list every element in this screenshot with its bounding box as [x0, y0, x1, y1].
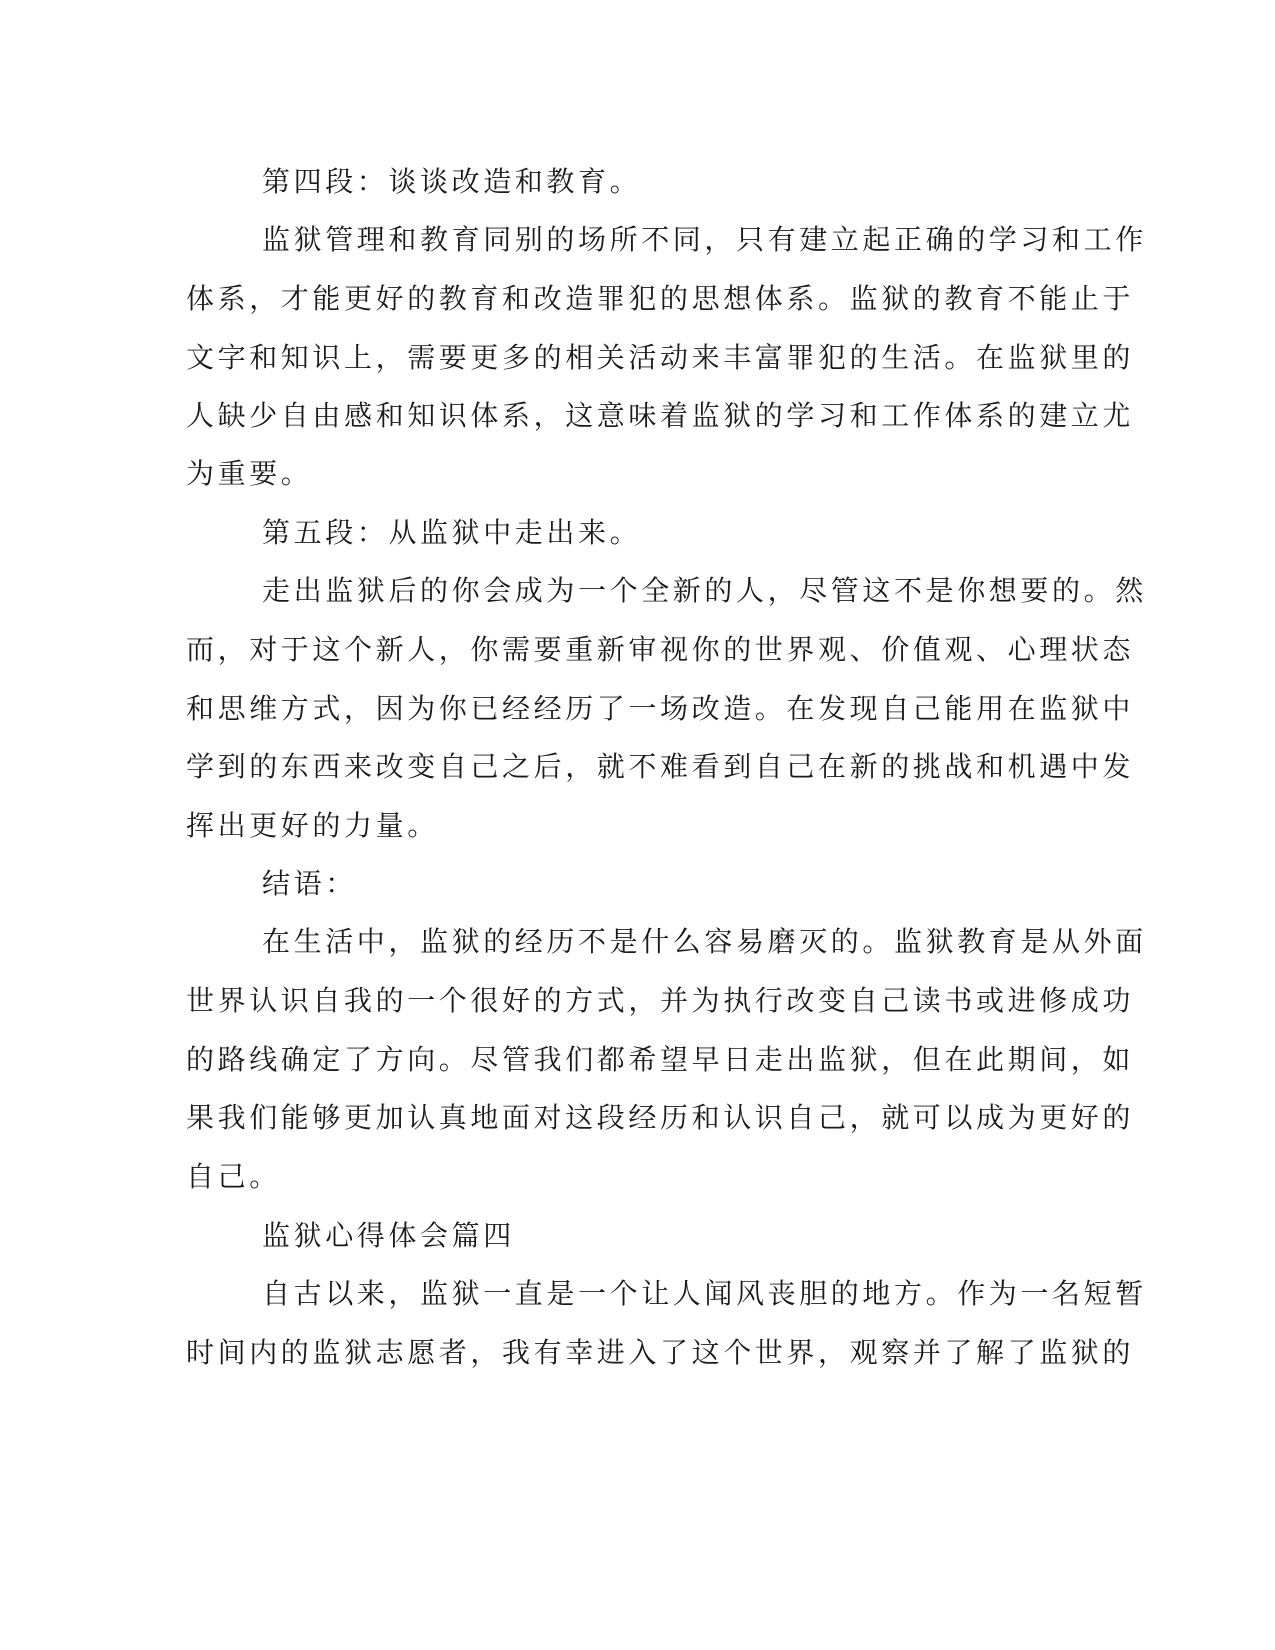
paragraph-line: 体系，才能更好的教育和改造罪犯的思想体系。监狱的教育不能止于 — [186, 282, 1135, 315]
paragraph-line: 人缺少自由感和知识体系，这意味着监狱的学习和工作体系的建立尤 — [186, 399, 1135, 432]
paragraph-line: 世界认识自我的一个很好的方式，并为执行改变自己读书或进修成功 — [186, 984, 1135, 1017]
paragraph-line: 而，对于这个新人，你需要重新审视你的世界观、价值观、心理状态 — [186, 633, 1135, 666]
paragraph-line: 时间内的监狱志愿者，我有幸进入了这个世界，观察并了解了监狱的 — [186, 1336, 1135, 1369]
paragraph-line: 自古以来，监狱一直是一个让人闻风丧胆的地方。作为一名短暂 — [262, 1277, 1147, 1310]
paragraph-line: 自己。 — [186, 1160, 281, 1193]
paragraph-line: 的路线确定了方向。尽管我们都希望早日走出监狱，但在此期间，如 — [186, 1043, 1135, 1076]
conclusion-heading: 结语： — [262, 867, 357, 900]
section-heading-4: 第四段：谈谈改造和教育。 — [262, 165, 642, 198]
paragraph-line: 文字和知识上，需要更多的相关活动来丰富罪犯的生活。在监狱里的 — [186, 341, 1135, 374]
paragraph-line: 果我们能够更加认真地面对这段经历和认识自己，就可以成为更好的 — [186, 1101, 1135, 1134]
paragraph-line: 挥出更好的力量。 — [186, 809, 439, 842]
paragraph-line: 走出监狱后的你会成为一个全新的人，尽管这不是你想要的。然 — [262, 574, 1147, 607]
paragraph-line: 在生活中，监狱的经历不是什么容易磨灭的。监狱教育是从外面 — [262, 925, 1147, 958]
paragraph-line: 和思维方式，因为你已经经历了一场改造。在发现自己能用在监狱中 — [186, 692, 1135, 725]
paragraph-line: 监狱管理和教育同别的场所不同，只有建立起正确的学习和工作 — [262, 223, 1147, 256]
paragraph-line: 为重要。 — [186, 457, 313, 490]
section-heading-5: 第五段：从监狱中走出来。 — [262, 516, 642, 549]
paragraph-line: 学到的东西来改变自己之后，就不难看到自己在新的挑战和机遇中发 — [186, 750, 1135, 783]
article-title-part-4: 监狱心得体会篇四 — [262, 1219, 515, 1252]
